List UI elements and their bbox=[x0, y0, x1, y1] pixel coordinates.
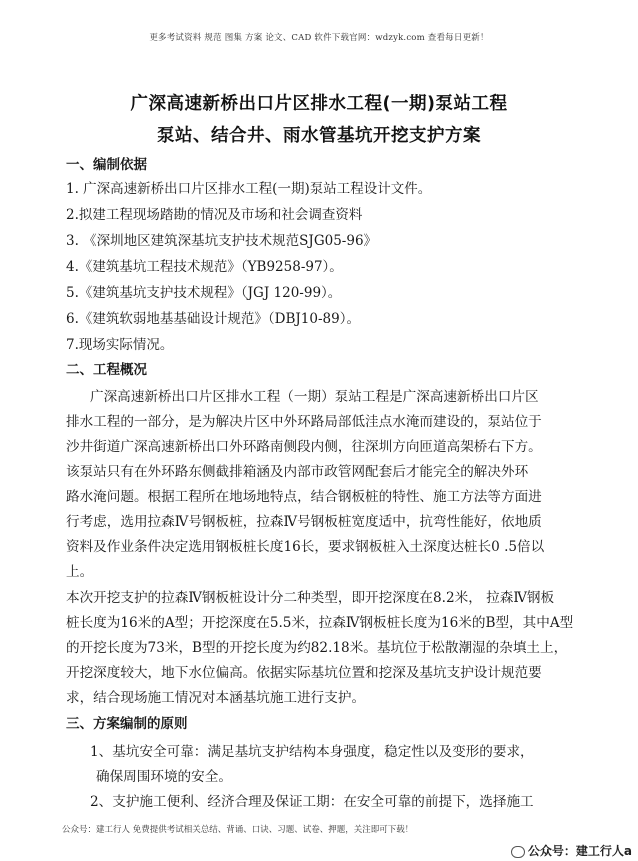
principle-item-2: 2、支护施工便利、经济合理及保证工期：在安全可靠的前提下，选择施工 bbox=[90, 794, 534, 810]
overview-para1-line4: 该泵站只有在外环路东侧截排箱涵及内部市政管网配套后才能完全的解决外环 bbox=[66, 464, 529, 480]
wechat-icon bbox=[511, 846, 525, 858]
section-heading-basis: 一、编制依据 bbox=[66, 157, 147, 173]
document-title-line1: 广深高速新桥出口片区排水工程(一期)泵站工程 bbox=[130, 94, 508, 114]
basis-item-7: 7.现场实际情况。 bbox=[66, 337, 174, 353]
overview-para1-line2: 排水工程的一部分，是为解决片区中外环路局部低洼点水淹而建设的，泵站位于 bbox=[66, 414, 542, 430]
overview-para2-line2: 桩长度为16米的A型；开挖深度在5.5米，拉森Ⅳ钢板桩长度为16米的B型，其中A型 bbox=[66, 615, 574, 631]
principle-item-1-cont: 确保周围环境的安全。 bbox=[96, 769, 232, 785]
overview-para2-line4: 开挖深度较大，地下水位偏高。依据实际基坑位置和挖深及基坑支护设计规范要 bbox=[66, 665, 542, 681]
overview-para1-line3: 沙井街道广深高速新桥出口外环路南侧段内侧，往深圳方向匝道高架桥右下方。 bbox=[66, 439, 542, 455]
basis-item-6: 6.《建筑软弱地基基础设计规范》（DBJ10-89）。 bbox=[66, 311, 360, 327]
document-title-line2: 泵站、结合井、雨水管基坑开挖支护方案 bbox=[157, 126, 481, 146]
overview-para2-line5: 求，结合现场施工情况对本涵基坑施工进行支护。 bbox=[66, 690, 366, 706]
principle-item-1: 1、基坑安全可靠：满足基坑支护结构本身强度，稳定性以及变形的要求， bbox=[90, 744, 534, 760]
footer-watermark-text: 公众号：建工行人a bbox=[527, 844, 632, 858]
overview-para1-line6: 行考虑，选用拉森Ⅳ号钢板桩，拉森Ⅳ号钢板桩宽度适中，抗弯性能好，依地质 bbox=[66, 514, 542, 530]
overview-para1-line1: 广深高速新桥出口片区排水工程（一期）泵站工程是广深高速新桥出口片区 bbox=[90, 389, 539, 405]
basis-item-1: 1. 广深高速新桥出口片区排水工程(一期)泵站工程设计文件。 bbox=[66, 181, 432, 197]
basis-item-3: 3. 《深圳地区建筑深基坑支护技术规范SJG05-96》 bbox=[66, 233, 378, 249]
overview-para2-line1: 本次开挖支护的拉森Ⅳ钢板桩设计分二种类型，即开挖深度在8.2米， 拉森Ⅳ钢板 bbox=[66, 590, 555, 606]
overview-para2-line3: 的开挖长度为73米，B型的开挖长度为约82.18米。基坑位于松散潮湿的杂填土上， bbox=[66, 640, 568, 656]
footer-notice: 公众号：建工行人 免费提供考试相关总结、背诵、口诀、习题、试卷、押题，关注即可下载！ bbox=[62, 825, 414, 835]
basis-item-2: 2.拟建工程现场踏勘的情况及市场和社会调查资料 bbox=[66, 207, 363, 223]
section-heading-overview: 二、工程概况 bbox=[66, 362, 147, 378]
basis-item-5: 5.《建筑基坑支护技术规程》（JGJ 120-99）。 bbox=[66, 285, 342, 301]
top-banner: 更多考试资料 规范 图集 方案 论文、CAD 软件下载官网：wdzyk.com 查看每日更新！ bbox=[149, 33, 489, 43]
overview-para1-line7: 资料及作业条件决定选用钢板桩长度16长，要求钢板桩入土深度达桩长0 .5倍以 bbox=[66, 539, 545, 555]
overview-para1-line5: 路水淹问题。根据工程所在地场地特点，结合钢板桩的特性、施工方法等方面进 bbox=[66, 489, 542, 505]
footer-watermark bbox=[511, 842, 632, 859]
overview-para1-line8: 上。 bbox=[66, 564, 94, 580]
section-heading-principles: 三、方案编制的原则 bbox=[66, 716, 188, 732]
basis-item-4: 4.《建筑基坑工程技术规范》（YB9258-97）。 bbox=[66, 259, 343, 275]
